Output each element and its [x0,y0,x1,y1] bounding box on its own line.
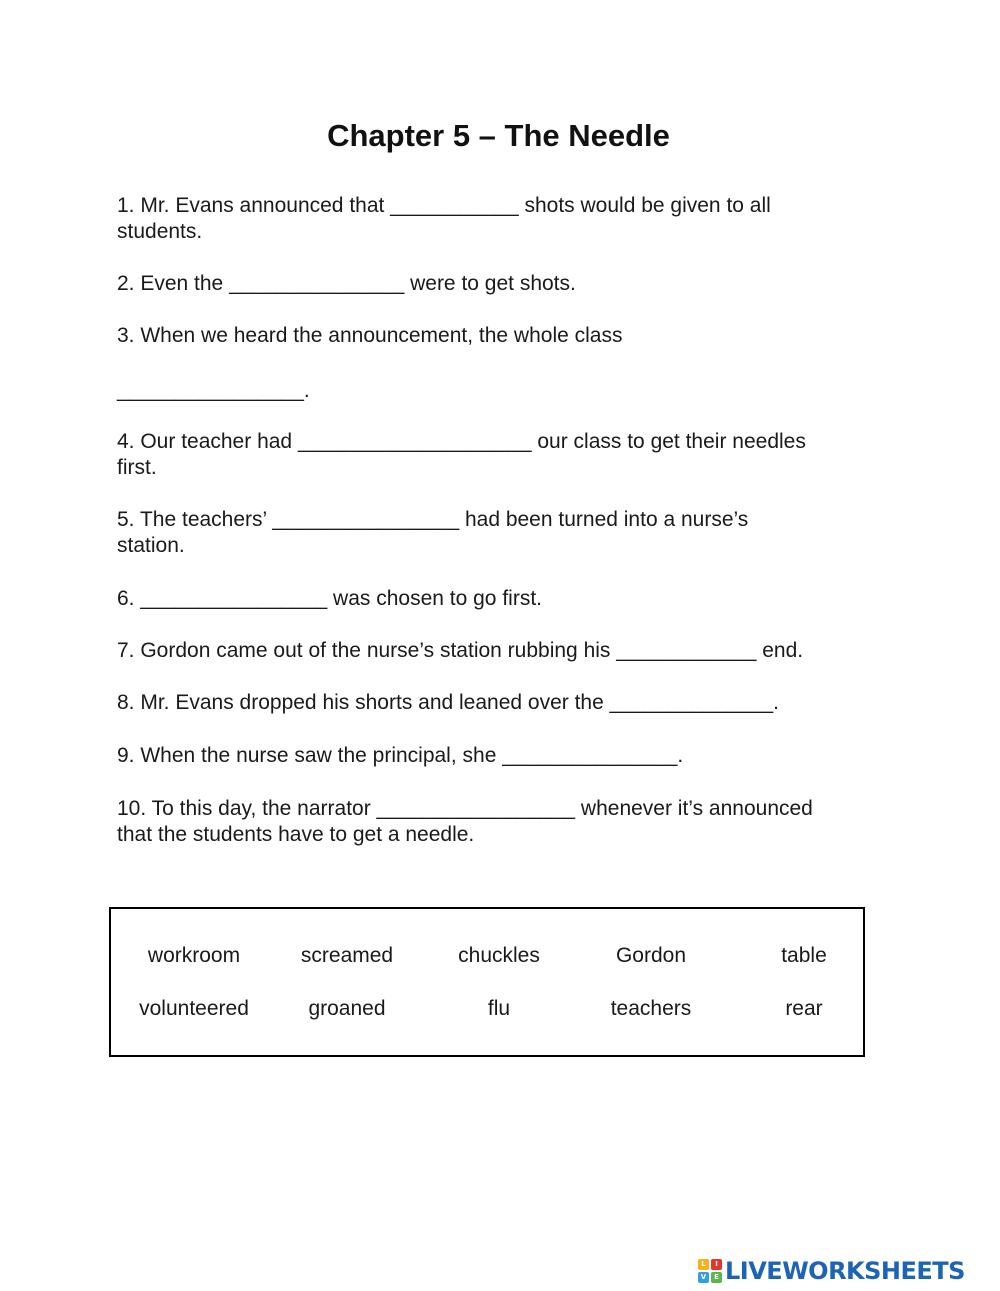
logo-tiles-icon [698,1259,722,1283]
question-1 [117,193,892,245]
question-text: 4. Our teacher had ____________________ our class to get their needles [117,430,806,453]
question-10 [117,796,892,848]
word-bank-item: chuckles [458,944,540,967]
question-5 [117,507,892,559]
question-8 [117,690,892,716]
word-bank-item: groaned [308,997,386,1020]
logo-tile: L [698,1259,709,1270]
word-bank-item: flu [487,997,511,1020]
question-text: 8. Mr. Evans dropped his shorts and leaned over the ______________. [117,691,779,714]
question-text-continued: students. [117,220,203,243]
word-bank-item: Gordon [615,944,687,967]
question-3 [117,323,892,349]
logo-tile: E [711,1272,722,1283]
word-bank-item: table [781,944,827,967]
question-text-continued: station. [117,534,185,557]
page-title: Chapter 5 – The Needle [327,118,670,153]
question-text: 3. When we heard the announcement, the whole class [117,324,623,347]
logo-text: LIVEWORKSHEETS [725,1257,965,1285]
word-bank [109,907,865,1057]
logo-tile: V [698,1272,709,1283]
word-bank-item: workroom [147,944,241,967]
question-9 [117,743,892,769]
question-4 [117,429,892,481]
question-text: 5. The teachers’ ________________ had been turned into a nurse’s [117,508,749,531]
question-2 [117,271,892,297]
liveworksheets-logo[interactable] [698,1256,965,1286]
question-text-continued: that the students have to get a needle. [117,823,475,846]
question-text: 9. When the nurse saw the principal, she _______________. [117,744,684,767]
question-text: 7. Gordon came out of the nurse’s station rubbing his ____________ end. [117,639,804,662]
word-bank-item: volunteered [139,997,249,1020]
word-bank-item: screamed [300,944,394,967]
question-text-continued: first. [117,456,157,479]
question-text: 10. To this day, the narrator _________________ whenever it’s announced [117,797,813,820]
word-bank-item: teachers [610,997,692,1020]
logo-tile: I [711,1259,722,1270]
question-text: ________________. [117,379,310,402]
word-bank-item: rear [785,997,823,1020]
question-7 [117,638,892,664]
question-6 [117,586,892,612]
question-3-blank [117,378,892,404]
question-text: 2. Even the _______________ were to get shots. [117,272,576,295]
question-text: 1. Mr. Evans announced that ___________ shots would be given to all [117,194,771,217]
question-text: 6. ________________ was chosen to go first. [117,587,542,610]
